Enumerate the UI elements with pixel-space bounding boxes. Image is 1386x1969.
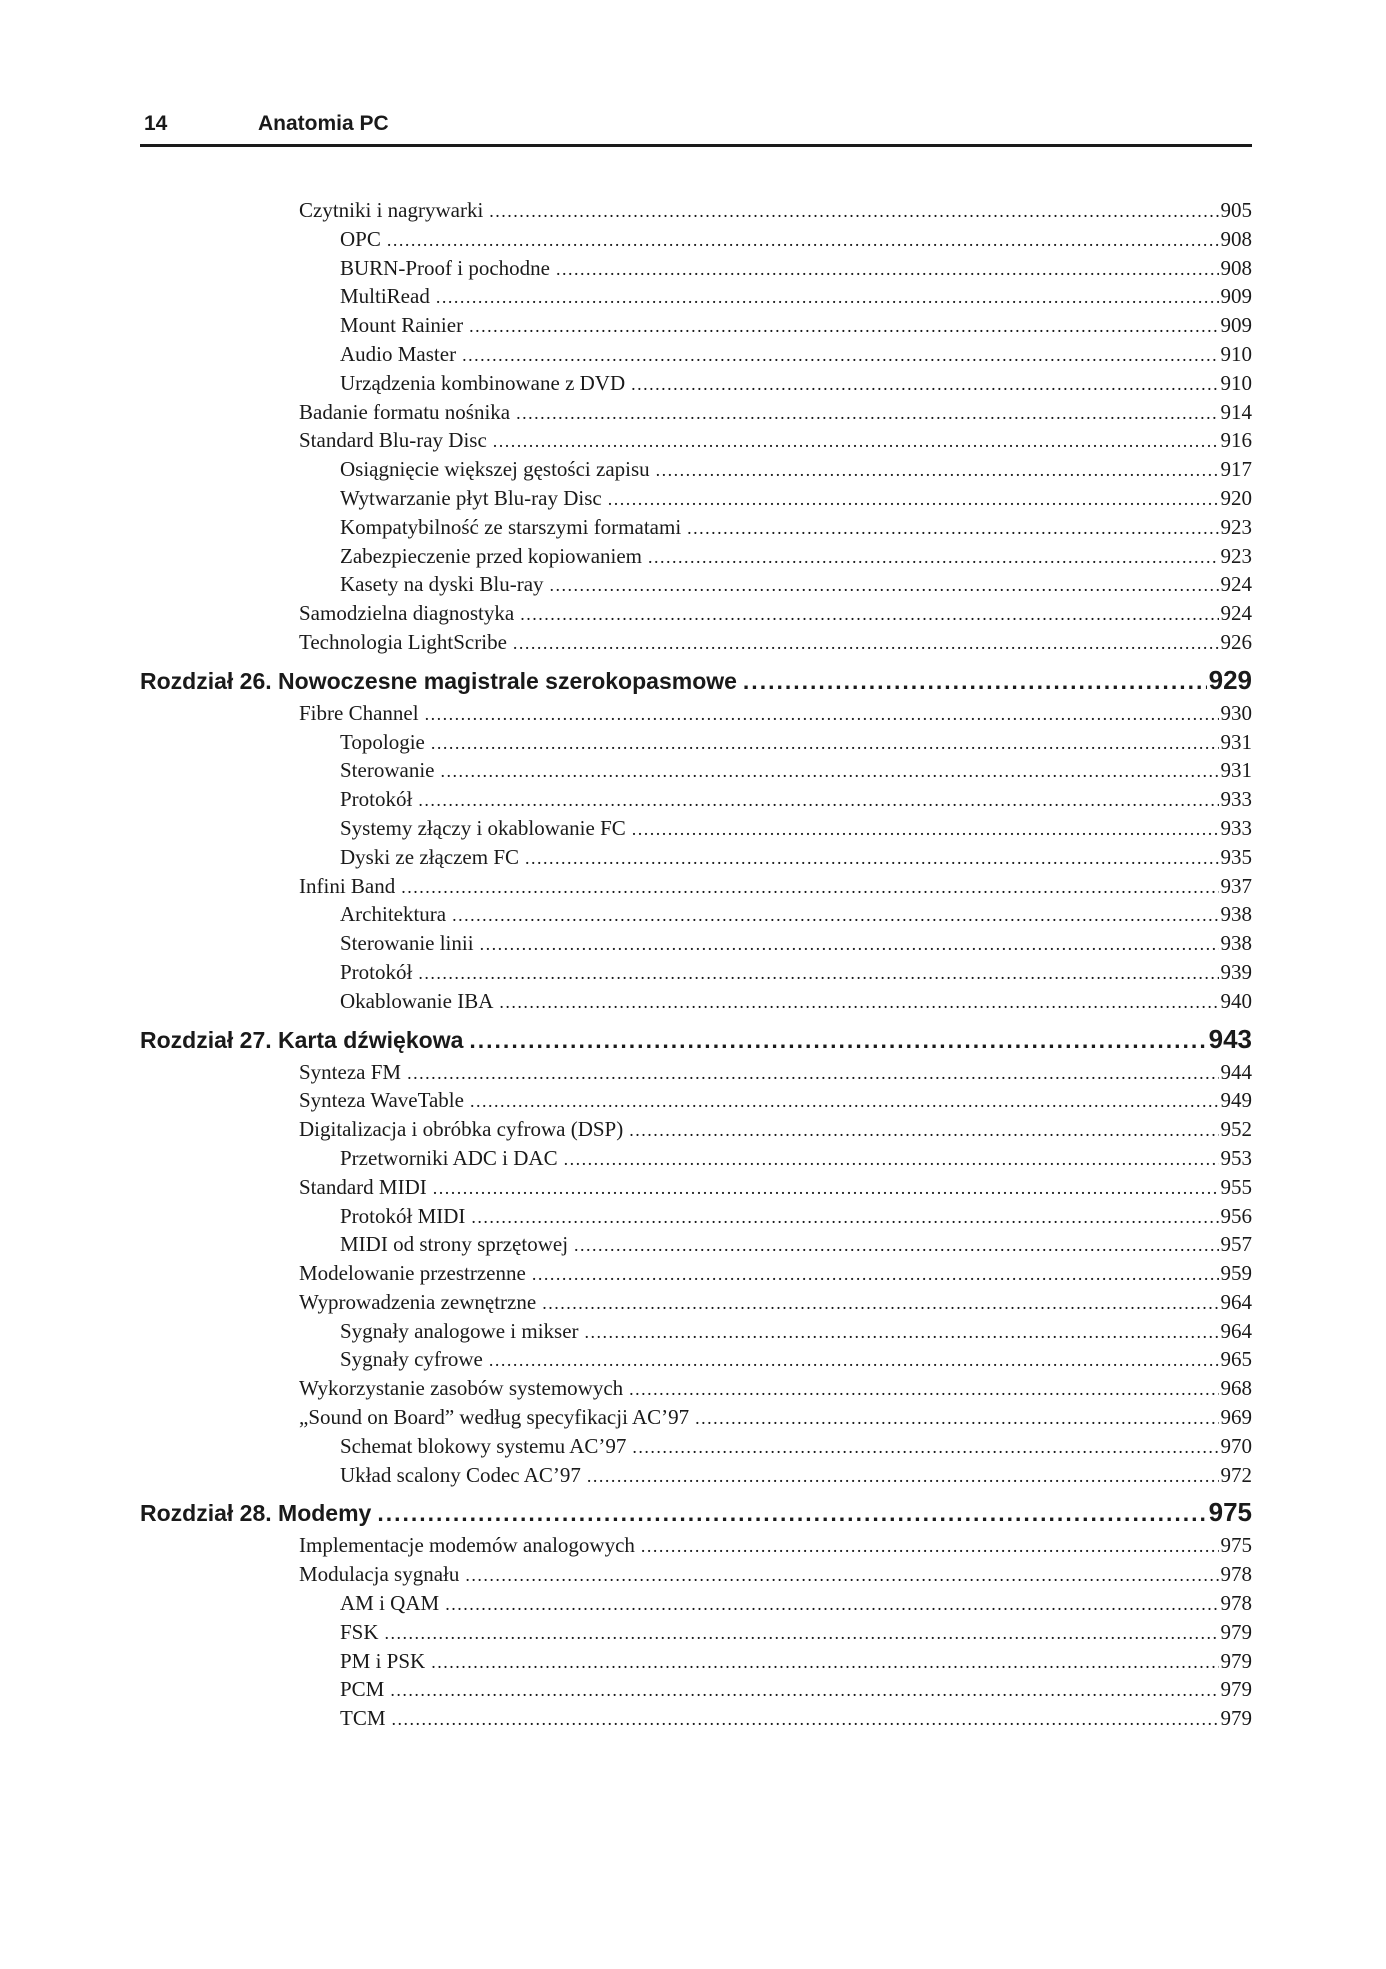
dot-leader xyxy=(493,427,1219,455)
toc-entry-row xyxy=(140,1288,1252,1317)
toc-entry-row xyxy=(140,900,1252,929)
toc-page-number: 910 xyxy=(1220,341,1252,366)
toc-entry-row xyxy=(140,1086,1252,1115)
dot-leader xyxy=(469,312,1218,340)
toc-entry-title: Standard Blu-ray Disc xyxy=(299,428,487,453)
toc-entry-title: Infini Band xyxy=(299,873,396,898)
dot-leader xyxy=(385,1619,1219,1647)
toc-entry-row xyxy=(140,1647,1252,1676)
dot-leader xyxy=(469,1022,1206,1058)
toc-page-number: 937 xyxy=(1220,873,1252,898)
dot-leader xyxy=(445,1590,1218,1618)
toc-entry-row xyxy=(140,929,1252,958)
dot-leader xyxy=(520,600,1218,628)
toc-entry-row xyxy=(140,282,1252,311)
toc-entry-title: MultiRead xyxy=(340,284,430,309)
toc-entry-title: Standard MIDI xyxy=(299,1174,427,1199)
toc-page-number: 930 xyxy=(1220,700,1252,725)
toc-page-number: 910 xyxy=(1220,370,1252,395)
dot-leader xyxy=(516,399,1218,427)
toc-page-number: 952 xyxy=(1220,1117,1252,1142)
toc-page-number: 964 xyxy=(1220,1289,1252,1314)
toc-entry-title: Osiągnięcie większej gęstości zapisu xyxy=(340,457,650,482)
toc-entry-row xyxy=(140,484,1252,513)
toc-entry-title: Wyprowadzenia zewnętrzne xyxy=(299,1289,537,1314)
toc-entry-row xyxy=(140,1618,1252,1647)
dot-leader xyxy=(471,1203,1218,1231)
toc-entry-row xyxy=(140,426,1252,455)
toc-entry-title: Sygnały analogowe i mikser xyxy=(340,1318,579,1343)
dot-leader xyxy=(695,1404,1218,1432)
toc-chapter-row xyxy=(140,662,1252,699)
toc-entry-title: Modelowanie przestrzenne xyxy=(299,1261,526,1286)
toc-entry-row xyxy=(140,570,1252,599)
toc-entry-title: Mount Rainier xyxy=(340,313,464,338)
dot-leader xyxy=(407,1059,1218,1087)
toc-entry-title: Urządzenia kombinowane z DVD xyxy=(340,370,626,395)
toc-page-number: 916 xyxy=(1220,428,1252,453)
toc-entry-title: Układ scalony Codec AC’97 xyxy=(340,1462,581,1487)
toc-chapter-row xyxy=(140,1494,1252,1531)
toc-page-number: 964 xyxy=(1220,1318,1252,1343)
toc-entry-title: Architektura xyxy=(340,902,447,927)
toc-page-number: 979 xyxy=(1220,1706,1252,1731)
toc-page-number: 938 xyxy=(1220,931,1252,956)
toc-entry-title: Wykorzystanie zasobów systemowych xyxy=(299,1376,624,1401)
toc-page-number: 975 xyxy=(1220,1533,1252,1558)
toc-entry-title: Wytwarzanie płyt Blu-ray Disc xyxy=(340,485,602,510)
toc-entry-title: Topologie xyxy=(340,729,425,754)
dot-leader xyxy=(480,930,1219,958)
toc-entry-row xyxy=(140,254,1252,283)
toc-page-number: 979 xyxy=(1220,1677,1252,1702)
toc-page-number: 979 xyxy=(1220,1648,1252,1673)
toc-page-number: 923 xyxy=(1220,543,1252,568)
toc-page-number: 970 xyxy=(1220,1433,1252,1458)
toc-entry-row xyxy=(140,1173,1252,1202)
toc-entry-title: Schemat blokowy systemu AC’97 xyxy=(340,1433,627,1458)
toc-entry-row xyxy=(140,311,1252,340)
toc-entry-title: Rozdział 27. Karta dźwiękowa xyxy=(140,1026,464,1053)
dot-leader xyxy=(418,959,1218,987)
dot-leader xyxy=(587,1462,1219,1490)
toc-entry-row xyxy=(140,628,1252,657)
page-number: 14 xyxy=(144,112,168,135)
dot-leader xyxy=(574,1231,1218,1259)
table-of-contents xyxy=(140,196,1252,1733)
dot-leader xyxy=(418,786,1218,814)
dot-leader xyxy=(431,1648,1218,1676)
toc-entry-row xyxy=(140,1115,1252,1144)
toc-entry-title: Protokół xyxy=(340,787,413,812)
toc-entry-title: Kasety na dyski Blu-ray xyxy=(340,572,544,597)
toc-entry-title: Fibre Channel xyxy=(299,700,419,725)
toc-page-number: 957 xyxy=(1220,1232,1252,1257)
dot-leader xyxy=(608,485,1219,513)
dot-leader xyxy=(550,571,1219,599)
toc-entry-title: Zabezpieczenie przed kopiowaniem xyxy=(340,543,643,568)
toc-chapter-row xyxy=(140,1021,1252,1058)
dot-leader xyxy=(656,456,1219,484)
toc-page-number: 959 xyxy=(1220,1261,1252,1286)
toc-page-number: 939 xyxy=(1220,959,1252,984)
toc-page-number: 905 xyxy=(1220,198,1252,222)
toc-entry-row xyxy=(140,1675,1252,1704)
toc-entry-row xyxy=(140,1560,1252,1589)
toc-page-number: 938 xyxy=(1220,902,1252,927)
toc-entry-title: Sygnały cyfrowe xyxy=(340,1347,483,1372)
toc-entry-row xyxy=(140,872,1252,901)
toc-page-number: 929 xyxy=(1208,664,1252,695)
dot-leader xyxy=(564,1145,1219,1173)
dot-leader xyxy=(629,1116,1218,1144)
dot-leader xyxy=(542,1289,1218,1317)
toc-entry-row xyxy=(140,542,1252,571)
toc-entry-row xyxy=(140,340,1252,369)
toc-entry-row xyxy=(140,1230,1252,1259)
dot-leader xyxy=(743,663,1207,699)
toc-entry-row xyxy=(140,1345,1252,1374)
toc-page-number: 953 xyxy=(1220,1145,1252,1170)
toc-page-number: 975 xyxy=(1208,1497,1252,1528)
toc-entry-title: Synteza WaveTable xyxy=(299,1088,464,1113)
dot-leader xyxy=(489,1346,1219,1374)
toc-entry-title: Modulacja sygnału xyxy=(299,1562,460,1587)
dot-leader xyxy=(629,1375,1218,1403)
toc-entry-title: Synteza FM xyxy=(299,1059,402,1084)
toc-page-number: 931 xyxy=(1220,729,1252,754)
dot-leader xyxy=(641,1532,1219,1560)
toc-page-number: 923 xyxy=(1220,514,1252,539)
dot-leader xyxy=(377,1495,1206,1531)
toc-entry-row xyxy=(140,1589,1252,1618)
dot-leader xyxy=(401,873,1218,901)
toc-entry-row xyxy=(140,987,1252,1016)
toc-entry-row xyxy=(140,1432,1252,1461)
toc-entry-title: Badanie formatu nośnika xyxy=(299,399,511,424)
toc-entry-title: Samodzielna diagnostyka xyxy=(299,601,515,626)
toc-entry-title: Kompatybilność ze starszymi formatami xyxy=(340,514,682,539)
dot-leader xyxy=(431,729,1219,757)
dot-leader xyxy=(585,1318,1219,1346)
dot-leader xyxy=(556,255,1219,283)
toc-page-number: 926 xyxy=(1220,629,1252,654)
toc-page-number: 933 xyxy=(1220,815,1252,840)
toc-entry-row xyxy=(140,599,1252,628)
dot-leader xyxy=(390,1676,1218,1704)
toc-page-number: 909 xyxy=(1220,284,1252,309)
dot-leader xyxy=(470,1087,1219,1115)
toc-page-number: 931 xyxy=(1220,758,1252,783)
toc-page-number: 917 xyxy=(1220,457,1252,482)
toc-entry-row xyxy=(140,756,1252,785)
toc-page-number: 914 xyxy=(1220,399,1252,424)
toc-entry-title: Implementacje modemów analogowych xyxy=(299,1533,635,1558)
toc-entry-title: PM i PSK xyxy=(340,1648,426,1673)
toc-entry-title: Rozdział 28. Modemy xyxy=(140,1500,372,1527)
toc-entry-title: Systemy złączy i okablowanie FC xyxy=(340,815,626,840)
toc-entry-row xyxy=(140,225,1252,254)
toc-page-number: 933 xyxy=(1220,787,1252,812)
dot-leader xyxy=(499,988,1218,1016)
dot-leader xyxy=(425,700,1219,728)
toc-entry-title: „Sound on Board” według specyfikacji AC’97 xyxy=(299,1405,690,1430)
toc-entry-row xyxy=(140,1202,1252,1231)
toc-page-number: 978 xyxy=(1220,1591,1252,1616)
dot-leader xyxy=(513,629,1219,657)
toc-entry-row xyxy=(140,699,1252,728)
toc-entry-title: OPC xyxy=(340,226,381,251)
toc-page-number: 908 xyxy=(1220,255,1252,280)
dot-leader xyxy=(687,514,1218,542)
toc-entry-title: TCM xyxy=(340,1706,386,1731)
toc-page-number: 965 xyxy=(1220,1347,1252,1372)
toc-page-number: 924 xyxy=(1220,572,1252,597)
toc-page-number: 978 xyxy=(1220,1562,1252,1587)
toc-entry-row xyxy=(140,1144,1252,1173)
toc-entry-row xyxy=(140,513,1252,542)
toc-page-number: 969 xyxy=(1220,1405,1252,1430)
book-title: Anatomia PC xyxy=(258,112,389,135)
toc-entry-title: Digitalizacja i obróbka cyfrowa (DSP) xyxy=(299,1117,624,1142)
toc-entry-title: FSK xyxy=(340,1619,379,1644)
toc-entry-title: MIDI od strony sprzętowej xyxy=(340,1232,569,1257)
toc-page-number: 949 xyxy=(1220,1088,1252,1113)
toc-entry-title: Technologia LightScribe xyxy=(299,629,507,654)
toc-entry-row xyxy=(140,398,1252,427)
toc-entry-row xyxy=(140,1259,1252,1288)
dot-leader xyxy=(433,1174,1219,1202)
toc-entry-row xyxy=(140,843,1252,872)
toc-page-number: 940 xyxy=(1220,988,1252,1013)
dot-leader xyxy=(387,226,1219,254)
toc-entry-row xyxy=(140,1461,1252,1490)
dot-leader xyxy=(440,757,1218,785)
toc-entry-title: Protokół xyxy=(340,959,413,984)
dot-leader xyxy=(532,1260,1219,1288)
toc-page-number: 908 xyxy=(1220,226,1252,251)
toc-entry-title: BURN-Proof i pochodne xyxy=(340,255,550,280)
dot-leader xyxy=(631,370,1218,398)
toc-page-number: 968 xyxy=(1220,1376,1252,1401)
toc-entry-row xyxy=(140,369,1252,398)
toc-entry-title: Dyski ze złączem FC xyxy=(340,844,520,869)
toc-entry-title: Przetworniki ADC i DAC xyxy=(340,1145,558,1170)
toc-page-number: 924 xyxy=(1220,601,1252,626)
dot-leader xyxy=(525,844,1218,872)
toc-page-number: 979 xyxy=(1220,1619,1252,1644)
dot-leader xyxy=(648,543,1218,571)
toc-entry-row xyxy=(140,1704,1252,1733)
toc-page-number: 972 xyxy=(1220,1462,1252,1487)
toc-entry-row xyxy=(140,785,1252,814)
toc-entry-title: Sterowanie xyxy=(340,758,435,783)
toc-entry-row xyxy=(140,1403,1252,1432)
toc-entry-row xyxy=(140,1374,1252,1403)
toc-entry-title: PCM xyxy=(340,1677,385,1702)
toc-page-number: 955 xyxy=(1220,1174,1252,1199)
toc-page-number: 943 xyxy=(1208,1023,1252,1054)
toc-page-number: 956 xyxy=(1220,1203,1252,1228)
toc-entry-title: Czytniki i nagrywarki xyxy=(299,198,484,222)
toc-entry-title: Protokół MIDI xyxy=(340,1203,466,1228)
running-header xyxy=(140,112,1252,147)
toc-entry-row xyxy=(140,1317,1252,1346)
toc-entry-row xyxy=(140,1058,1252,1087)
dot-leader xyxy=(632,1433,1218,1461)
toc-entry-row xyxy=(140,196,1252,225)
toc-entry-row xyxy=(140,728,1252,757)
toc-page-number: 935 xyxy=(1220,844,1252,869)
dot-leader xyxy=(632,815,1219,843)
toc-page-number: 944 xyxy=(1220,1059,1252,1084)
dot-leader xyxy=(462,341,1218,369)
dot-leader xyxy=(465,1561,1218,1589)
toc-entry-title: Okablowanie IBA xyxy=(340,988,494,1013)
toc-page-number: 920 xyxy=(1220,485,1252,510)
toc-page-number: 909 xyxy=(1220,313,1252,338)
toc-entry-row xyxy=(140,1531,1252,1560)
toc-entry-title: AM i QAM xyxy=(340,1591,440,1616)
toc-entry-row xyxy=(140,958,1252,987)
toc-entry-row xyxy=(140,814,1252,843)
toc-entry-title: Rozdział 26. Nowoczesne magistrale szerokopasmowe xyxy=(140,667,737,694)
toc-entry-row xyxy=(140,455,1252,484)
toc-entry-title: Sterowanie linii xyxy=(340,931,474,956)
dot-leader xyxy=(452,901,1218,929)
toc-entry-title: Audio Master xyxy=(340,341,457,366)
dot-leader xyxy=(436,283,1219,311)
dot-leader xyxy=(392,1705,1219,1733)
dot-leader xyxy=(489,197,1218,225)
